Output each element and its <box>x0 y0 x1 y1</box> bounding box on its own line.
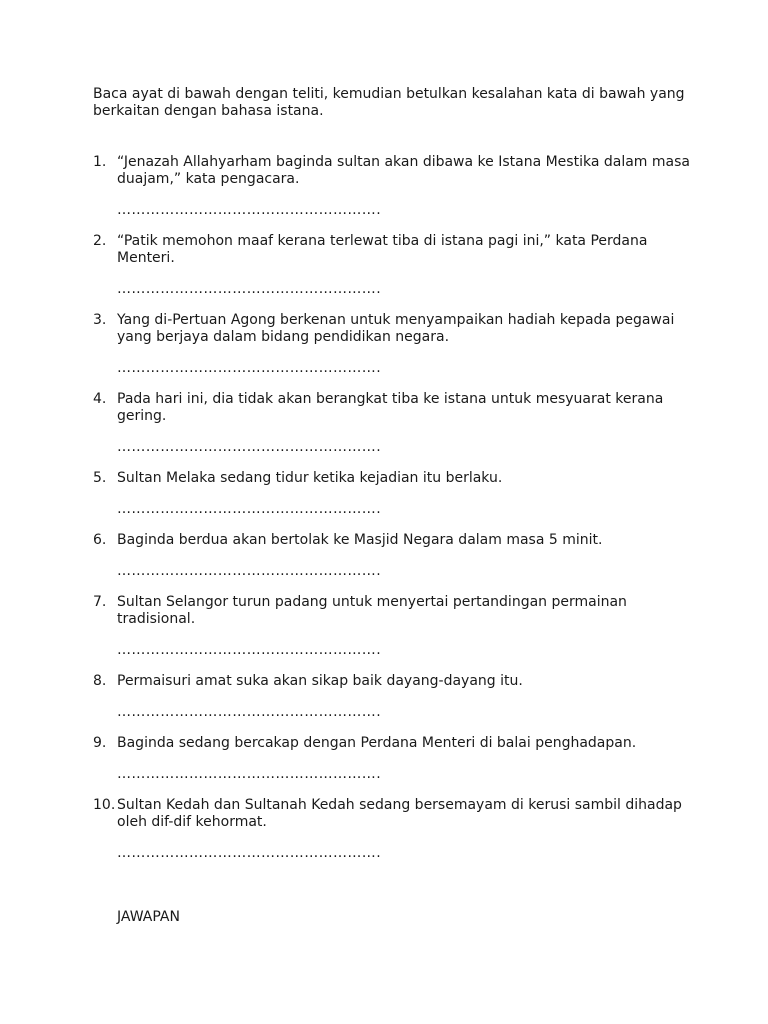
question-item <box>93 797 693 876</box>
answer-blank: ………………………………………………. <box>117 642 382 658</box>
answer-blank: ………………………………………………. <box>117 704 382 720</box>
question-text: Sultan Melaka sedang tidur ketika kejadian itu berlaku. <box>117 470 503 486</box>
answers-heading: JAWAPAN <box>117 909 180 925</box>
question-item <box>93 594 693 673</box>
answer-blank: ………………………………………………. <box>117 845 382 861</box>
question-text: Yang di-Pertuan Agong berkenan untuk menyampaikan hadiah kepada pegawai yang berjaya dalam bidang pendidikan negara. <box>117 312 675 345</box>
question-text: Permaisuri amat suka akan sikap baik dayang-dayang itu. <box>117 673 523 689</box>
question-text: “Jenazah Allahyarham baginda sultan akan dibawa ke Istana Mestika dalam masa duajam,” kata pengacara. <box>117 154 690 187</box>
question-item <box>93 154 693 233</box>
answer-blank: ………………………………………………. <box>117 202 382 218</box>
instructions-text: Baca ayat di bawah dengan teliti, kemudian betulkan kesalahan kata di bawah yang berkaitan dengan bahasa istana. <box>93 86 685 119</box>
answer-blank: ………………………………………………. <box>117 501 382 517</box>
question-number: 6. <box>93 532 107 548</box>
question-text: “Patik memohon maaf kerana terlewat tiba di istana pagi ini,” kata Perdana Menteri. <box>117 233 648 266</box>
question-number: 10. <box>93 797 116 813</box>
answer-blank: ………………………………………………. <box>117 360 382 376</box>
question-number: 5. <box>93 470 107 486</box>
question-text: Sultan Selangor turun padang untuk menyertai pertandingan permainan tradisional. <box>117 594 627 627</box>
question-text: Baginda sedang bercakap dengan Perdana Menteri di balai penghadapan. <box>117 735 637 751</box>
question-number: 3. <box>93 312 107 328</box>
question-text: Sultan Kedah dan Sultanah Kedah sedang bersemayam di kerusi sambil dihadap oleh dif-dif kehormat. <box>117 797 682 830</box>
question-item <box>93 532 693 594</box>
question-item <box>93 673 693 735</box>
question-text: Pada hari ini, dia tidak akan berangkat tiba ke istana untuk mesyuarat kerana gering. <box>117 391 664 424</box>
question-list <box>93 154 693 876</box>
question-item <box>93 312 693 391</box>
question-item <box>93 735 693 797</box>
question-item <box>93 391 693 470</box>
answer-blank: ………………………………………………. <box>117 563 382 579</box>
question-number: 4. <box>93 391 107 407</box>
question-number: 9. <box>93 735 107 751</box>
question-number: 1. <box>93 154 107 170</box>
answer-blank: ………………………………………………. <box>117 439 382 455</box>
answer-blank: ………………………………………………. <box>117 281 382 297</box>
question-number: 2. <box>93 233 107 249</box>
question-item <box>93 470 693 532</box>
question-number: 8. <box>93 673 107 689</box>
answer-blank: ………………………………………………. <box>117 766 382 782</box>
question-item <box>93 233 693 312</box>
question-text: Baginda berdua akan bertolak ke Masjid Negara dalam masa 5 minit. <box>117 532 603 548</box>
question-number: 7. <box>93 594 107 610</box>
